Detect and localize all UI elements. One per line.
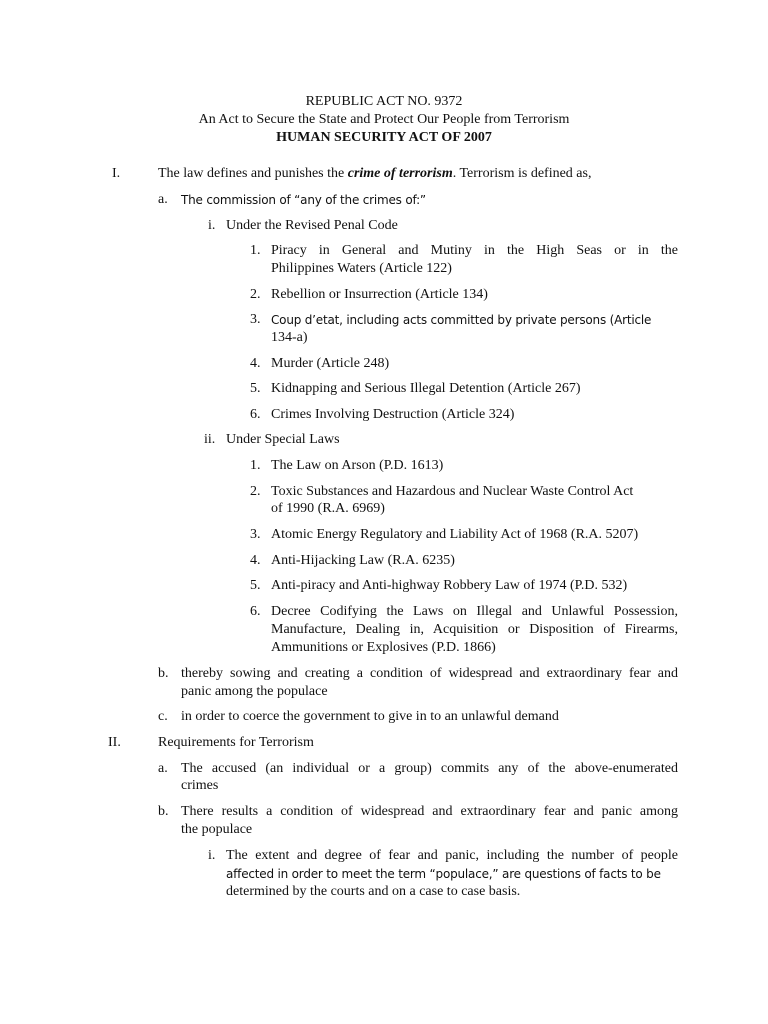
section-1a-marker: a. [158,192,168,207]
special-item-1-number: 1. [250,458,261,473]
section-2b-line-2: the populace [181,822,253,837]
revised-penal-code-heading: Under the Revised Penal Code [226,218,398,233]
section-2a-line-1: The accused (an individual or a group) commits any of the above-enumerated [181,761,678,776]
section-1b-marker: b. [158,666,169,681]
rpc-item-5-number: 5. [250,381,261,396]
rpc-item-2-text: Rebellion or Insurrection (Article 134) [271,287,488,302]
section-1-intro-before: The law defines and punishes the [158,166,348,181]
section-1b-line-1: thereby sowing and creating a condition of widespread and extraordinary fear and [181,666,678,681]
section-2bi-line-1: The extent and degree of fear and panic, including the number of people [226,848,678,863]
section-2-title: Requirements for Terrorism [158,735,314,750]
rpc-item-1-line-2: Philippines Waters (Article 122) [271,261,452,276]
special-item-6-number: 6. [250,604,261,619]
section-2-marker: II. [108,735,121,750]
rpc-item-3-line-2: 134-a) [271,330,308,345]
section-2bi-marker: i. [208,848,216,863]
special-laws-heading: Under Special Laws [226,432,340,447]
section-2a-line-2: crimes [181,778,219,793]
section-1c-text: in order to coerce the government to give in to an unlawful demand [181,709,559,724]
special-item-1-text: The Law on Arson (P.D. 1613) [271,458,444,473]
special-item-2-line-2: of 1990 (R.A. 6969) [271,501,385,516]
rpc-item-5-text: Kidnapping and Serious Illegal Detention (Article 267) [271,381,581,396]
special-item-2-number: 2. [250,484,261,499]
section-2b-line-1: There results a condition of widespread and extraordinary fear and panic among [181,804,678,819]
section-1-intro-after: . Terrorism is defined as, [452,166,592,181]
special-item-5-text: Anti-piracy and Anti-highway Robbery Law of 1974 (P.D. 532) [271,578,628,593]
section-1-intro [158,165,591,183]
rpc-item-4-number: 4. [250,356,261,371]
special-item-6-line-1: Decree Codifying the Laws on Illegal and Unlawful Possession, [271,604,678,619]
special-item-6-line-3: Ammunitions or Explosives (P.D. 1866) [271,640,496,655]
special-item-3-text: Atomic Energy Regulatory and Liability Act of 1968 (R.A. 5207) [271,527,639,542]
section-1ai-marker: i. [208,218,216,233]
section-1b-line-2: panic among the populace [181,684,328,699]
rpc-item-4-text: Murder (Article 248) [271,356,390,371]
special-item-4-number: 4. [250,553,261,568]
section-2b-marker: b. [158,804,169,819]
rpc-item-3-number: 3. [250,312,261,327]
special-item-5-number: 5. [250,578,261,593]
rpc-item-3-line-1: Coup d’etat, including acts committed by private persons (Article [271,313,652,327]
act-title: HUMAN SECURITY ACT OF 2007 [276,130,492,145]
rpc-item-6-text: Crimes Involving Destruction (Article 324) [271,407,515,422]
section-2bi-line-3: determined by the courts and on a case to case basis. [226,884,521,899]
special-item-6-line-2: Manufacture, Dealing in, Acquisition or Disposition of Firearms, [271,622,678,637]
rpc-item-2-number: 2. [250,287,261,302]
section-1aii-marker: ii. [204,432,216,447]
crime-of-terrorism-emphasis: crime of terrorism [347,166,453,181]
section-2a-marker: a. [158,761,168,776]
rpc-item-1-number: 1. [250,243,261,258]
rpc-item-6-number: 6. [250,407,261,422]
section-1c-marker: c. [158,709,168,724]
special-item-3-number: 3. [250,527,261,542]
act-number: REPUBLIC ACT NO. 9372 [305,94,463,109]
special-item-2-line-1: Toxic Substances and Hazardous and Nuclear Waste Control Act [271,484,634,499]
section-2bi-line-2: affected in order to meet the term “populace,” are questions of facts to be [226,867,661,881]
special-item-4-text: Anti-Hijacking Law (R.A. 6235) [271,553,455,568]
document-header [0,93,768,147]
section-1a-text: The commission of “any of the crimes of:” [181,193,426,207]
rpc-item-1-line-1: Piracy in General and Mutiny in the High Seas or in the [271,243,678,258]
act-subtitle: An Act to Secure the State and Protect Our People from Terrorism [198,112,570,127]
section-1-marker: I. [112,166,121,181]
